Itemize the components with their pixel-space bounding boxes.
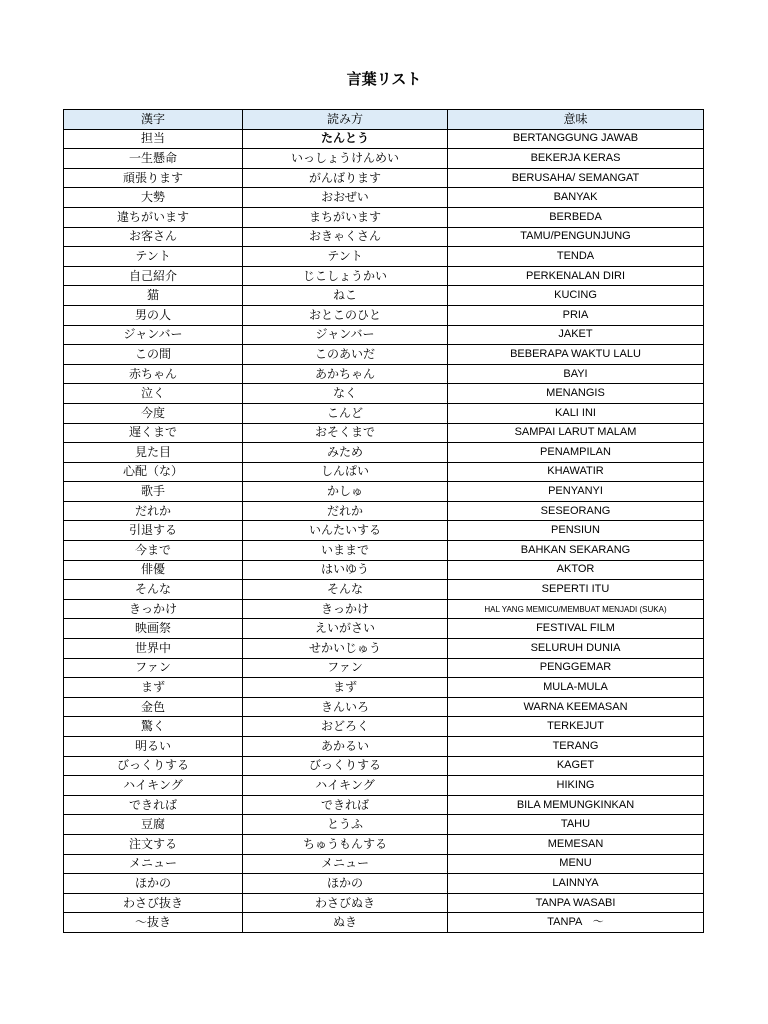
column-header-meaning: 意味 bbox=[448, 110, 704, 130]
kanji-cell: 男の人 bbox=[64, 305, 243, 325]
meaning-cell: PENAMPILAN bbox=[448, 443, 704, 463]
table-row bbox=[64, 834, 704, 854]
kanji-cell: テント bbox=[64, 247, 243, 267]
table-header bbox=[64, 110, 704, 130]
kanji-cell: 遅くまで bbox=[64, 423, 243, 443]
reading-cell: このあいだ bbox=[243, 345, 448, 365]
kanji-cell: わさび抜き bbox=[64, 893, 243, 913]
kanji-cell: ハイキング bbox=[64, 776, 243, 796]
reading-cell: ファン bbox=[243, 658, 448, 678]
kanji-cell: メニュー bbox=[64, 854, 243, 874]
table-row bbox=[64, 599, 704, 619]
meaning-cell: KAGET bbox=[448, 756, 704, 776]
kanji-cell: 明るい bbox=[64, 737, 243, 757]
meaning-cell: KHAWATIR bbox=[448, 462, 704, 482]
column-header-kanji: 漢字 bbox=[64, 110, 243, 130]
table-row bbox=[64, 756, 704, 776]
reading-cell: あかるい bbox=[243, 737, 448, 757]
meaning-cell: BERUSAHA/ SEMANGAT bbox=[448, 168, 704, 188]
meaning-cell: BAHKAN SEKARANG bbox=[448, 541, 704, 561]
meaning-cell: TERANG bbox=[448, 737, 704, 757]
meaning-cell: PENGGEMAR bbox=[448, 658, 704, 678]
meaning-cell: MEMESAN bbox=[448, 834, 704, 854]
table-row bbox=[64, 678, 704, 698]
meaning-cell: HIKING bbox=[448, 776, 704, 796]
reading-cell: そんな bbox=[243, 580, 448, 600]
reading-cell: できれば bbox=[243, 795, 448, 815]
reading-cell: ぬき bbox=[243, 913, 448, 933]
reading-cell: みため bbox=[243, 443, 448, 463]
table-row bbox=[64, 168, 704, 188]
kanji-cell: この間 bbox=[64, 345, 243, 365]
kanji-cell: 猫 bbox=[64, 286, 243, 306]
reading-cell: おきゃくさん bbox=[243, 227, 448, 247]
table-body bbox=[64, 129, 704, 932]
table-row bbox=[64, 149, 704, 169]
table-row bbox=[64, 129, 704, 149]
reading-cell: おおぜい bbox=[243, 188, 448, 208]
table-row bbox=[64, 188, 704, 208]
reading-cell: まず bbox=[243, 678, 448, 698]
table-row bbox=[64, 345, 704, 365]
reading-cell: えいがさい bbox=[243, 619, 448, 639]
reading-cell: びっくりする bbox=[243, 756, 448, 776]
reading-cell: きんいろ bbox=[243, 697, 448, 717]
kanji-cell: そんな bbox=[64, 580, 243, 600]
table-row bbox=[64, 717, 704, 737]
table-row bbox=[64, 207, 704, 227]
table-row bbox=[64, 266, 704, 286]
reading-cell: テント bbox=[243, 247, 448, 267]
meaning-cell: FESTIVAL FILM bbox=[448, 619, 704, 639]
table-row bbox=[64, 325, 704, 345]
meaning-cell: SAMPAI LARUT MALAM bbox=[448, 423, 704, 443]
reading-cell: なく bbox=[243, 384, 448, 404]
reading-cell: メニュー bbox=[243, 854, 448, 874]
reading-cell: いんたいする bbox=[243, 521, 448, 541]
kanji-cell: お客さん bbox=[64, 227, 243, 247]
meaning-cell: PERKENALAN DIRI bbox=[448, 266, 704, 286]
kanji-cell: 注文する bbox=[64, 834, 243, 854]
reading-cell: いっしょうけんめい bbox=[243, 149, 448, 169]
kanji-cell: 豆腐 bbox=[64, 815, 243, 835]
reading-cell: しんぱい bbox=[243, 462, 448, 482]
kanji-cell: 泣く bbox=[64, 384, 243, 404]
kanji-cell: ジャンバー bbox=[64, 325, 243, 345]
kanji-cell: 大勢 bbox=[64, 188, 243, 208]
reading-cell: ねこ bbox=[243, 286, 448, 306]
table-row bbox=[64, 286, 704, 306]
kanji-cell: 今度 bbox=[64, 403, 243, 423]
table-row bbox=[64, 247, 704, 267]
meaning-cell: LAINNYA bbox=[448, 874, 704, 894]
meaning-cell: BERBEDA bbox=[448, 207, 704, 227]
vocabulary-table bbox=[63, 109, 704, 933]
reading-cell: ハイキング bbox=[243, 776, 448, 796]
reading-cell: とうふ bbox=[243, 815, 448, 835]
meaning-cell: KUCING bbox=[448, 286, 704, 306]
meaning-cell: TERKEJUT bbox=[448, 717, 704, 737]
meaning-cell: BEKERJA KERAS bbox=[448, 149, 704, 169]
table-row bbox=[64, 364, 704, 384]
meaning-cell: BERTANGGUNG JAWAB bbox=[448, 129, 704, 149]
column-header-reading: 読み方 bbox=[243, 110, 448, 130]
meaning-cell: TENDA bbox=[448, 247, 704, 267]
header-row bbox=[64, 110, 704, 130]
table-row bbox=[64, 443, 704, 463]
reading-cell: おとこのひと bbox=[243, 305, 448, 325]
meaning-cell: BILA MEMUNGKINKAN bbox=[448, 795, 704, 815]
table-row bbox=[64, 874, 704, 894]
reading-cell: まちがいます bbox=[243, 207, 448, 227]
kanji-cell: 自己紹介 bbox=[64, 266, 243, 286]
reading-cell: ジャンバー bbox=[243, 325, 448, 345]
kanji-cell: 赤ちゃん bbox=[64, 364, 243, 384]
reading-cell: はいゆう bbox=[243, 560, 448, 580]
reading-cell: いままで bbox=[243, 541, 448, 561]
kanji-cell: ファン bbox=[64, 658, 243, 678]
reading-cell: あかちゃん bbox=[243, 364, 448, 384]
table-row bbox=[64, 403, 704, 423]
reading-cell: ちゅうもんする bbox=[243, 834, 448, 854]
reading-cell: たんとう bbox=[243, 129, 448, 149]
meaning-cell: JAKET bbox=[448, 325, 704, 345]
table-row bbox=[64, 423, 704, 443]
table-row bbox=[64, 697, 704, 717]
table-row bbox=[64, 893, 704, 913]
meaning-cell: PENSIUN bbox=[448, 521, 704, 541]
table-row bbox=[64, 521, 704, 541]
table-row bbox=[64, 737, 704, 757]
meaning-cell: TAHU bbox=[448, 815, 704, 835]
meaning-cell: PENYANYI bbox=[448, 482, 704, 502]
kanji-cell: できれば bbox=[64, 795, 243, 815]
kanji-cell: まず bbox=[64, 678, 243, 698]
meaning-cell: TANPA WASABI bbox=[448, 893, 704, 913]
kanji-cell: ～抜き bbox=[64, 913, 243, 933]
reading-cell: だれか bbox=[243, 501, 448, 521]
meaning-cell: BAYI bbox=[448, 364, 704, 384]
reading-cell: じこしょうかい bbox=[243, 266, 448, 286]
kanji-cell: 歌手 bbox=[64, 482, 243, 502]
table-row bbox=[64, 482, 704, 502]
reading-cell: きっかけ bbox=[243, 599, 448, 619]
meaning-cell: SESEORANG bbox=[448, 501, 704, 521]
kanji-cell: 俳優 bbox=[64, 560, 243, 580]
kanji-cell: 見た目 bbox=[64, 443, 243, 463]
kanji-cell: 一生懸命 bbox=[64, 149, 243, 169]
table-row bbox=[64, 639, 704, 659]
table-row bbox=[64, 580, 704, 600]
table-row bbox=[64, 501, 704, 521]
kanji-cell: だれか bbox=[64, 501, 243, 521]
meaning-cell: TAMU/PENGUNJUNG bbox=[448, 227, 704, 247]
reading-cell: ほかの bbox=[243, 874, 448, 894]
meaning-cell: MULA-MULA bbox=[448, 678, 704, 698]
kanji-cell: 心配（な） bbox=[64, 462, 243, 482]
meaning-cell: SELURUH DUNIA bbox=[448, 639, 704, 659]
table-row bbox=[64, 462, 704, 482]
kanji-cell: 違ちがいます bbox=[64, 207, 243, 227]
table-row bbox=[64, 658, 704, 678]
table-row bbox=[64, 913, 704, 933]
table-row bbox=[64, 384, 704, 404]
table-row bbox=[64, 541, 704, 561]
kanji-cell: 驚く bbox=[64, 717, 243, 737]
kanji-cell: 世界中 bbox=[64, 639, 243, 659]
meaning-cell: TANPA ～ bbox=[448, 913, 704, 933]
meaning-cell: SEPERTI ITU bbox=[448, 580, 704, 600]
kanji-cell: 担当 bbox=[64, 129, 243, 149]
table-row bbox=[64, 305, 704, 325]
reading-cell: こんど bbox=[243, 403, 448, 423]
meaning-cell: MENU bbox=[448, 854, 704, 874]
table-row bbox=[64, 619, 704, 639]
kanji-cell: ほかの bbox=[64, 874, 243, 894]
reading-cell: おそくまで bbox=[243, 423, 448, 443]
meaning-cell: BANYAK bbox=[448, 188, 704, 208]
kanji-cell: 頑張ります bbox=[64, 168, 243, 188]
kanji-cell: 今まで bbox=[64, 541, 243, 561]
meaning-cell: WARNA KEEMASAN bbox=[448, 697, 704, 717]
kanji-cell: 引退する bbox=[64, 521, 243, 541]
meaning-cell: BEBERAPA WAKTU LALU bbox=[448, 345, 704, 365]
meaning-cell: PRIA bbox=[448, 305, 704, 325]
reading-cell: せかいじゅう bbox=[243, 639, 448, 659]
table-row bbox=[64, 815, 704, 835]
reading-cell: わさびぬき bbox=[243, 893, 448, 913]
kanji-cell: 金色 bbox=[64, 697, 243, 717]
table-row bbox=[64, 560, 704, 580]
reading-cell: おどろく bbox=[243, 717, 448, 737]
kanji-cell: 映画祭 bbox=[64, 619, 243, 639]
meaning-cell: AKTOR bbox=[448, 560, 704, 580]
reading-cell: かしゅ bbox=[243, 482, 448, 502]
kanji-cell: きっかけ bbox=[64, 599, 243, 619]
meaning-cell: MENANGIS bbox=[448, 384, 704, 404]
kanji-cell: びっくりする bbox=[64, 756, 243, 776]
table-row bbox=[64, 854, 704, 874]
table-row bbox=[64, 227, 704, 247]
meaning-cell: HAL YANG MEMICU/MEMBUAT MENJADI (SUKA) bbox=[448, 599, 704, 619]
table-row bbox=[64, 776, 704, 796]
meaning-cell: KALI INI bbox=[448, 403, 704, 423]
reading-cell: がんばります bbox=[243, 168, 448, 188]
page-title: 言葉リスト bbox=[346, 70, 422, 88]
table-row bbox=[64, 795, 704, 815]
